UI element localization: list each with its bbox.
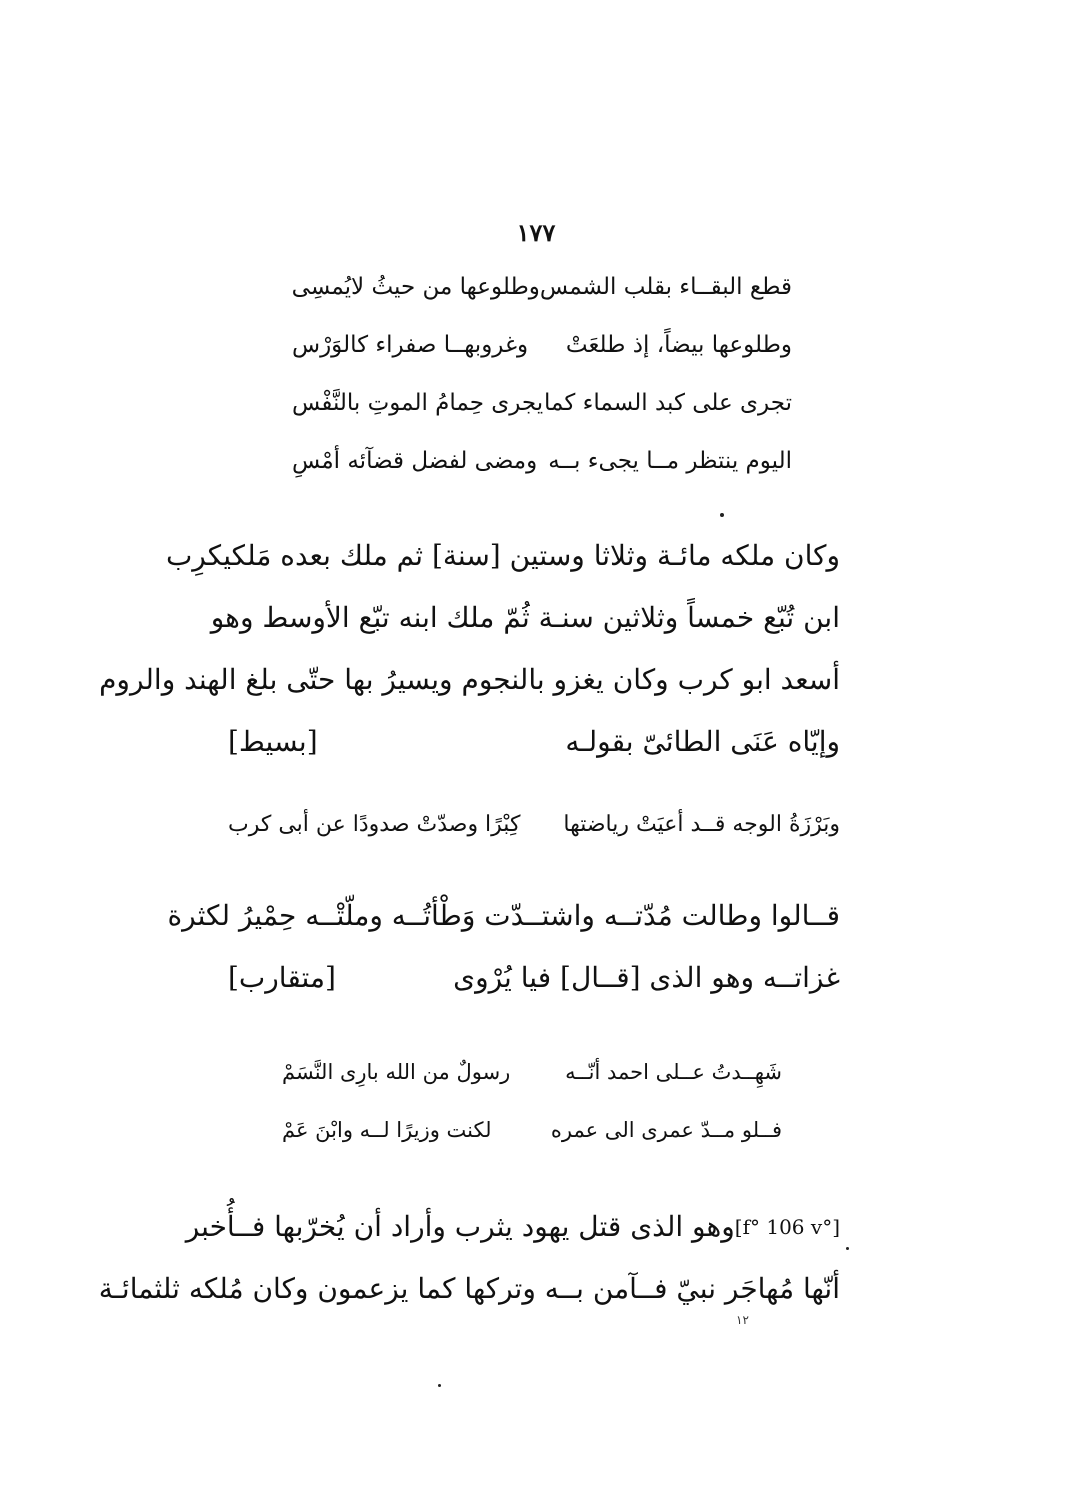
prose-line: وكان ملكه مائـة وثلاثا وستين [سنة] ثم ملك بعده مَلكيكرِب <box>165 539 840 572</box>
poem-verse <box>282 1101 782 1159</box>
verse-second-hemistich: لكنت وزيرًا لــه وابْنَ عَمْ <box>282 1118 492 1142</box>
verse-second-hemistich: يجرى حِمامُ الموتِ بالنَّفْس <box>292 390 544 416</box>
prose-line-with-meter <box>228 947 840 1009</box>
ink-dot <box>720 513 724 517</box>
poem-verse <box>292 316 792 374</box>
verse-second-hemistich: وطلوعها من حيثُ لايُمسِى <box>291 274 540 300</box>
verse-first-hemistich: اليوم ينتظر مــا يجىء بــه <box>548 448 792 474</box>
poem-verse <box>292 432 792 490</box>
meter-label: [متقارب] <box>228 961 336 994</box>
poem-verse-single <box>228 800 840 850</box>
signature-mark: ١٢ <box>736 1313 749 1327</box>
verse-second-hemistich: كِبْرًا وصدّتْ صدودًا عن أبى كرب <box>228 812 521 837</box>
prose-line: أسعد ابو كرب وكان يغزو بالنجوم ويسيرُ بها حتّى بلغ الهند والروم <box>99 663 840 696</box>
prose-line-with-meter <box>228 711 840 773</box>
verse-first-hemistich: تجرى على كبد السماء كما <box>544 390 792 416</box>
prose-line-text: وإيّاه عَنَى الطائىّ بقولـه <box>565 725 840 758</box>
prose-line-text: وهو الذى قتل يهود يثرب وأراد أن يُخرّبها فــأُخبر <box>185 1210 735 1243</box>
prose-line-text: غزاتــه وهو الذى [قــال] فيا يُرْوى <box>453 961 840 994</box>
prose-paragraph-1 <box>99 525 840 773</box>
prose-line: أنّها مُهاجَر نبيّ فــآمن بــه وتركها كما يزعمون وكان مُلكه ثلثمائـة <box>98 1272 840 1305</box>
verse-first-hemistich: قطع البقــاء بقلب الشمس <box>539 274 792 300</box>
verse-first-hemistich: وطلوعها بيضاً، إذ طلعَتْ <box>565 332 792 358</box>
ink-dot <box>438 1384 441 1387</box>
ink-dot <box>846 1247 849 1250</box>
verse-second-hemistich: ومضى لفضل قضآئه أمْسِ <box>292 448 538 474</box>
meter-label: [بسيط] <box>228 725 318 758</box>
poem-verse <box>282 1043 782 1101</box>
page-number: ١٧٧ <box>516 218 556 247</box>
prose-line-with-folio <box>185 1196 840 1258</box>
prose-paragraph-3 <box>98 1196 840 1320</box>
prose-line: قــالوا وطالت مُدّتــه واشتــدّت وَطْأتُــه وملّتْــه حِمْيرُ لكثرة <box>167 899 840 932</box>
folio-reference: [f° 106 v°] <box>734 1215 840 1239</box>
verse-first-hemistich: فــلو مــدّ عمرى الى عمره <box>550 1118 782 1142</box>
verse-second-hemistich: وغروبهــا صفراء كالوَرْس <box>292 332 529 358</box>
verse-first-hemistich: وبَرْزَةُ الوجه قــد أعيَتْ رياضتها <box>563 812 840 837</box>
poem-verse <box>292 374 792 432</box>
poem-block-2 <box>282 1043 782 1159</box>
prose-paragraph-2 <box>167 885 840 1009</box>
verse-first-hemistich: شَهِــدتُ عــلى احمد أنّــه <box>565 1060 782 1084</box>
verse-second-hemistich: رسولٌ من الله بارِى النَّسَمْ <box>282 1060 511 1084</box>
poem-verse <box>292 258 792 316</box>
poem-block-1 <box>292 258 792 490</box>
prose-line: ابن تُبّع خمساً وثلاثين سنـة ثُمّ ملك ابنه تبّع الأوسط وهو <box>210 601 840 634</box>
